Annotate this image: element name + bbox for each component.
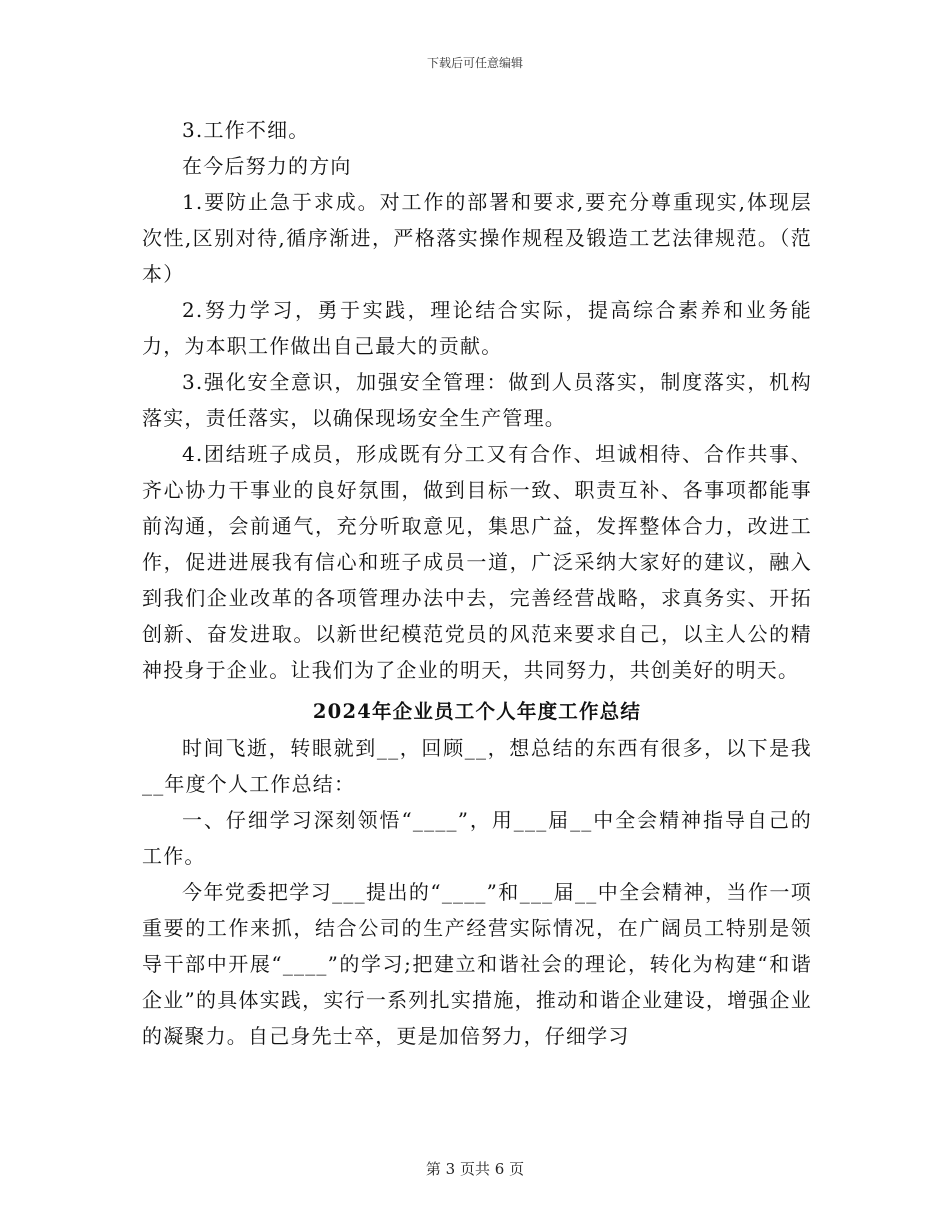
paragraph: 2.努力学习，勇于实践，理论结合实际，提高综合素养和业务能力，为本职工作做出自己最大的贡献。 bbox=[142, 298, 812, 358]
page-header: 下载后可任意编辑 bbox=[426, 56, 523, 70]
page-footer: 第 3 页共 6 页 bbox=[425, 1160, 525, 1178]
document-body bbox=[142, 112, 812, 1054]
paragraph: 今年党委把学习___提出的“____”和___届__中全会精神，当作一项重要的工作来抓，结合公司的生产经营实际情况，在广阔员工特别是领导干部中开展“____”的学习;把建立和谐社会的理论，转化为构建“和谐企业”的具体实践，实行一系列扎实措施，推动和谐企业建设，增强企业的凝聚力。自己身先士卒，更是加倍努力，仔细学习 bbox=[142, 880, 812, 1048]
paragraph: 4.团结班子成员，形成既有分工又有合作、坦诚相待、合作共事、齐心协力干事业的良好氛围，做到目标一致、职责互补、各事项都能事前沟通，会前通气，充分听取意见，集思广益，发挥整体合力，改进工作，促进进展我有信心和班子成员一道，广泛采纳大家好的建议，融入到我们企业改革的各项管理办法中去，完善经营战略，求真务实、开拓创新、奋发进取。以新世纪模范党员的风范来要求自己，以主人公的精神投身于企业。让我们为了企业的明天，共同努力，共创美好的明天。 bbox=[142, 442, 812, 682]
paragraph: 一、仔细学习深刻领悟“____”，用___届__中全会精神指导自己的工作。 bbox=[142, 808, 812, 868]
paragraph: 3.工作不细。 bbox=[182, 118, 310, 142]
paragraph: 时间飞逝，转眼就到__，回顾__，想总结的东西有很多，以下是我__年度个人工作总结： bbox=[142, 736, 812, 796]
paragraph: 1.要防止急于求成。对工作的部署和要求,要充分尊重现实,体现层次性,区别对待,循序渐进，严格落实操作规程及锻造工艺法律规范。（范本） bbox=[142, 190, 812, 286]
paragraph: 在今后努力的方向 bbox=[182, 154, 352, 178]
section-title: 2024年企业员工个人年度工作总结 bbox=[312, 700, 642, 723]
paragraph: 3.强化安全意识，加强安全管理：做到人员落实，制度落实，机构落实，责任落实，以确保现场安全生产管理。 bbox=[142, 370, 812, 430]
